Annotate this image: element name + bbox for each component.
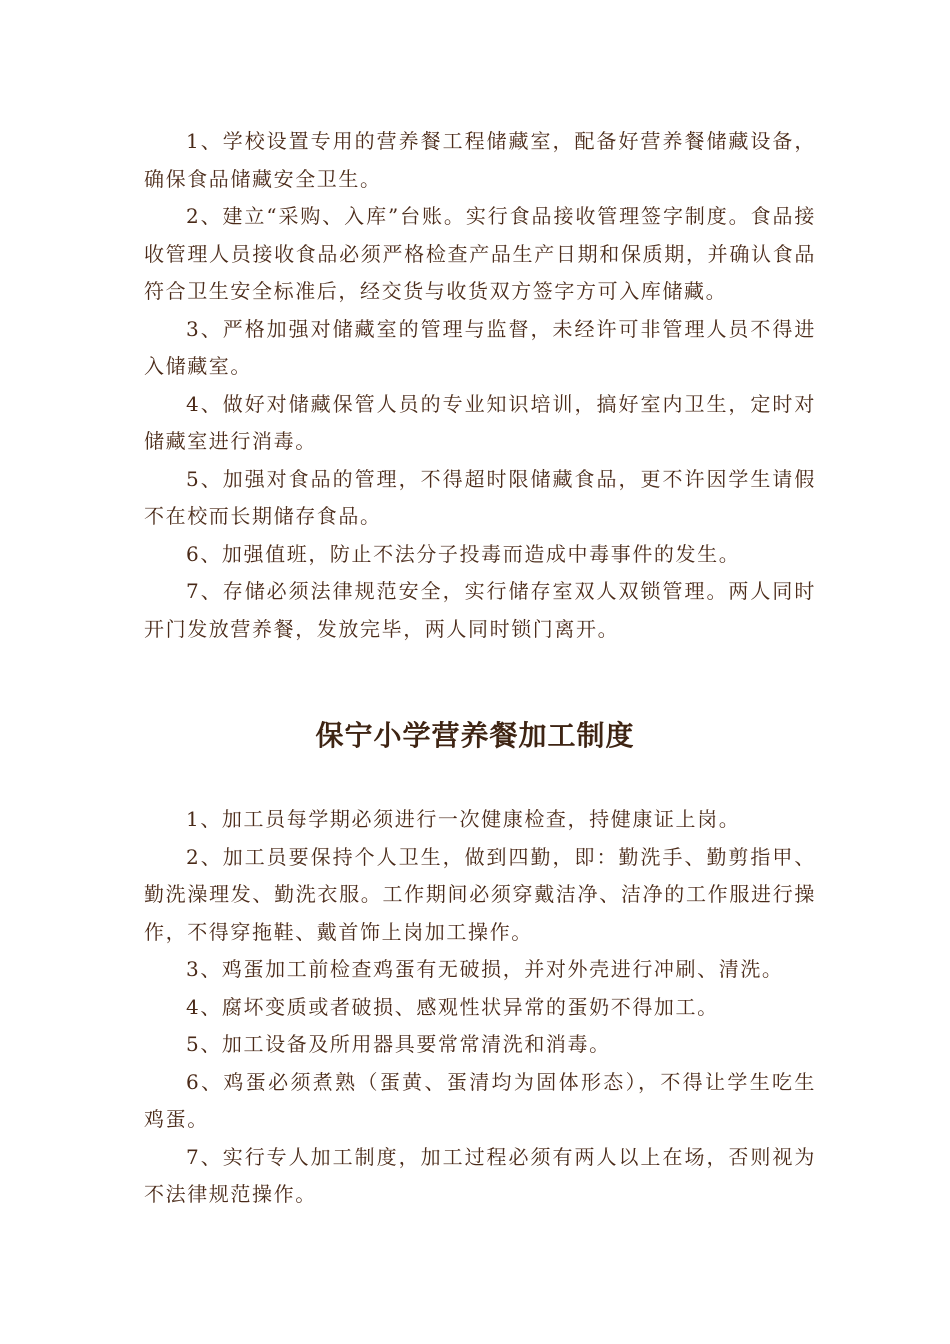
rule-paragraph-6: 6、加强值班，防止不法分子投毒而造成中毒事件的发生。 [186,541,741,566]
rule-paragraph-3: 3、严格加强对储藏室的管理与监督，未经许可非管理人员不得进入储藏室。 [144,316,816,378]
processing-rules-title: 保宁小学营养餐加工制度 [315,719,635,752]
rule-paragraph-2: 2、建立“采购、入库”台账。实行食品接收管理签字制度。食品接收管理人员接收食品必须严格检查产品生产日期和保质期，并确认食品符合卫生安全标准后，经交货与收货双方签字方可入库储藏。 [144,204,816,303]
rule-paragraph-7: 7、存储必须法律规范安全，实行储存室双人双锁管理。两人同时开门发放营养餐，发放完毕，两人同时锁门离开。 [144,579,816,641]
rule-paragraph-1: 1、学校设置专用的营养餐工程储藏室，配备好营养餐储藏设备，确保食品储藏安全卫生。 [144,129,816,191]
processing-rules-section [144,801,816,1214]
processing-paragraph-7: 7、实行专人加工制度，加工过程必须有两人以上在场，否则视为不法律规范操作。 [144,1144,816,1206]
rule-paragraph-5: 5、加强对食品的管理，不得超时限储藏食品，更不许因学生请假不在校而长期储存食品。 [144,466,816,528]
processing-paragraph-3: 3、鸡蛋加工前检查鸡蛋有无破损，并对外壳进行冲刷、清洗。 [186,957,784,981]
processing-paragraph-5: 5、加工设备及所用器具要常常清洗和消毒。 [186,1032,611,1056]
processing-paragraph-1: 1、加工员每学期必须进行一次健康检查，持健康证上岗。 [186,807,741,831]
processing-paragraph-2: 2、加工员要保持个人卫生，做到四勤，即：勤洗手、勤剪指甲、勤洗澡理发、勤洗衣服。工作期间必须穿戴洁净、洁净的工作服进行操作，不得穿拖鞋、戴首饰上岗加工操作。 [144,844,816,944]
processing-paragraph-4: 4、腐坏变质或者破损、感观性状异常的蛋奶不得加工。 [186,994,719,1019]
rule-paragraph-4: 4、做好对储藏保管人员的专业知识培训，搞好室内卫生，定时对储藏室进行消毒。 [144,391,816,453]
processing-paragraph-6: 6、鸡蛋必须煮熟（蛋黄、蛋清均为固体形态），不得让学生吃生鸡蛋。 [144,1069,816,1131]
storage-rules-section [144,123,816,648]
